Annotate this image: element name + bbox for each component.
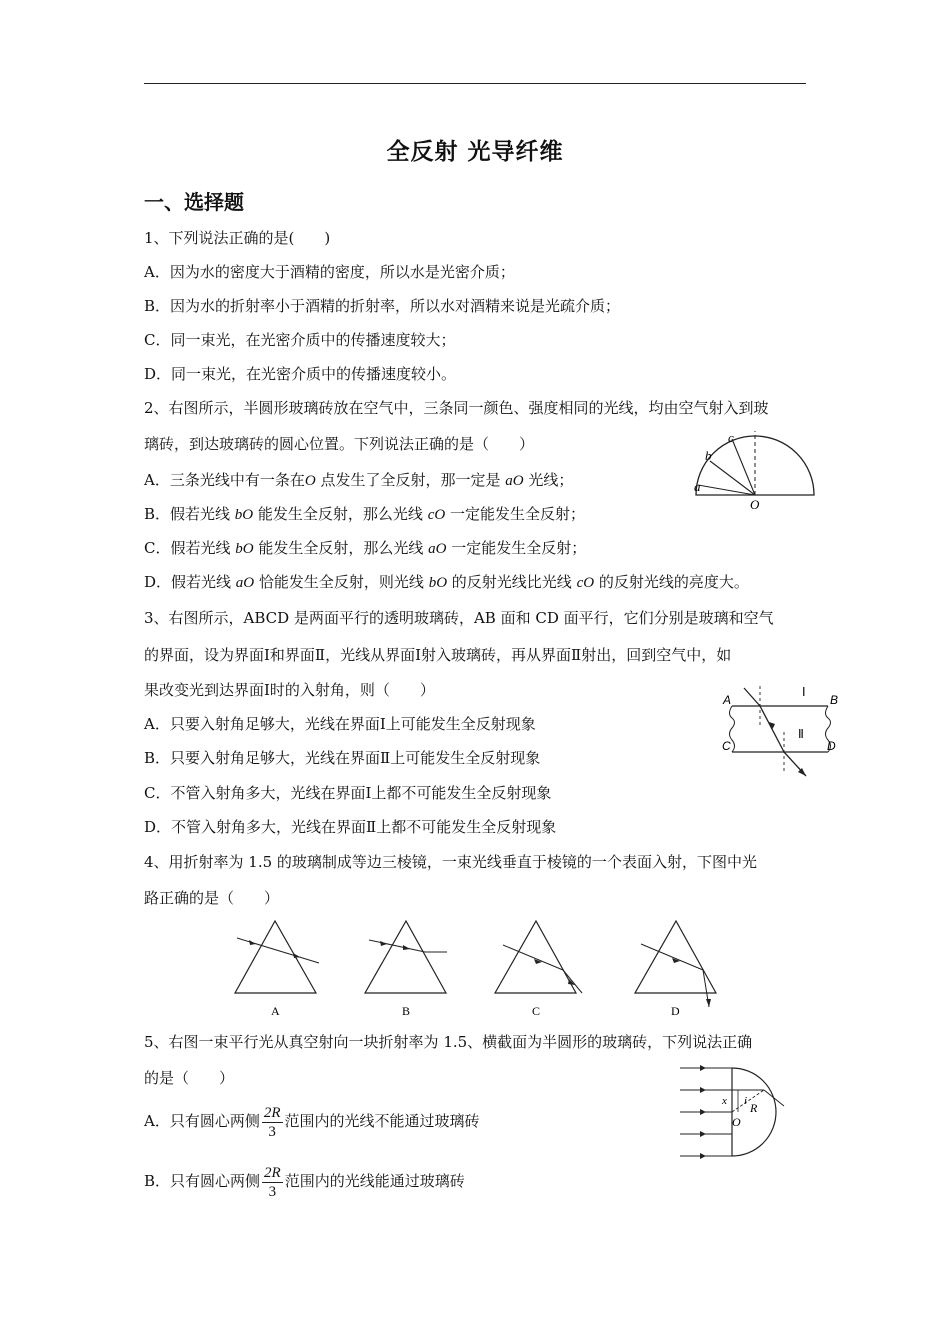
q4-prism-figures: [225, 915, 735, 1020]
q5-half-cylinder-figure: [676, 1064, 796, 1164]
fraction-2r-over-3: [262, 1104, 283, 1141]
arrow-icon: [700, 1065, 706, 1071]
q4-stem-line2: 路正确的是（ ）: [144, 889, 280, 907]
q2-b-part: 能发生全反射，那么光线: [253, 505, 428, 523]
q5-b-post: 范围内的光线能通过玻璃砖: [284, 1172, 465, 1190]
q2-stem-line2: 璃砖，到达玻璃砖的圆心位置。下列说法正确的是（ ）: [144, 435, 535, 453]
label-o: O: [750, 497, 760, 512]
label-interface-II: Ⅱ: [798, 727, 804, 741]
q2-a-var: aO: [505, 473, 524, 489]
arrow-icon: [700, 1109, 706, 1115]
incident-ray: [744, 688, 760, 706]
label-interface-I: Ⅰ: [802, 685, 806, 699]
q2-b-part: 一定能发生全反射；: [445, 505, 585, 523]
label-x: x: [722, 1095, 727, 1107]
q2-d-part: 的反射光线的亮度大。: [594, 573, 749, 591]
prism-option-a: [235, 921, 319, 1018]
q2-a-var: O: [304, 473, 316, 489]
q2-d-part: 恰能发生全反射，则光线: [254, 573, 429, 591]
q2-d-part: D．假若光线: [144, 573, 236, 591]
q1-option-c: C．同一束光，在光密介质中的传播速度较大；: [144, 331, 456, 349]
radius-line: [732, 1090, 764, 1112]
q1-option-d: D．同一束光，在光密介质中的传播速度较小。: [144, 365, 457, 383]
q5-option-a: [144, 1100, 480, 1142]
label-D: D: [827, 739, 836, 753]
q5-b-pre: B．只有圆心两侧: [144, 1172, 261, 1190]
label-option-d: D: [671, 1004, 680, 1018]
frac-denominator: 3: [268, 1183, 277, 1200]
prism-option-b: [365, 921, 447, 1018]
ray-a: [698, 485, 755, 495]
q3-option-a: A．只要入射角足够大，光线在界面Ⅰ上可能发生全反射现象: [144, 715, 536, 733]
label-C: C: [722, 739, 731, 753]
label-option-c: C: [532, 1004, 541, 1018]
q2-d-part: 的反射光线比光线: [447, 573, 577, 591]
q2-option-b: [144, 504, 585, 525]
q3-stem-line1: 3、右图所示，ABCD 是两面平行的透明玻璃砖，AB 面和 CD 面平行，它们分别是玻璃和空气: [144, 609, 774, 627]
q5-a-post: 范围内的光线不能通过玻璃砖: [284, 1112, 480, 1130]
exit-ray: [764, 1090, 784, 1106]
label-R: R: [750, 1101, 758, 1115]
q3-option-d: D．不管入射角多大，光线在界面Ⅱ上都不可能发生全反射现象: [144, 818, 557, 836]
label-a: a: [694, 479, 701, 494]
q2-c-var: bO: [235, 541, 254, 557]
label-option-a: A: [271, 1004, 280, 1018]
label-i: i: [744, 1095, 748, 1107]
q5-a-pre: A．只有圆心两侧: [144, 1112, 260, 1130]
q3-option-c: C．不管入射角多大，光线在界面Ⅰ上都不可能发生全反射现象: [144, 784, 552, 802]
arrow-icon: [700, 1087, 706, 1093]
fraction-2r-over-3: [262, 1164, 283, 1201]
q4-stem-line1: 4、用折射率为 1.5 的玻璃制成等边三棱镜，一束光线垂直于棱镜的一个表面入射，下图中光: [144, 853, 757, 871]
label-B: B: [830, 693, 839, 707]
label-c: c: [728, 430, 734, 445]
q2-a-part: 光线；: [523, 471, 574, 489]
q2-c-part: 一定能发生全反射；: [446, 539, 587, 557]
label-o: O: [732, 1115, 741, 1129]
q2-d-var: bO: [428, 575, 448, 591]
q2-c-part: 能发生全反射，那么光线: [253, 539, 429, 557]
q5-stem-line1: 5、右图一束平行光从真空射向一块折射率为 1.5、横截面为半圆形的玻璃砖，下列说法正确: [144, 1033, 753, 1051]
q2-b-var: bO: [234, 507, 254, 523]
q2-d-var: cO: [576, 575, 595, 591]
frac-denominator: 3: [268, 1123, 276, 1140]
q1-stem: 1、下列说法正确的是( ): [144, 229, 331, 247]
q2-semicircle-figure: [688, 425, 820, 515]
section-heading: 一、选择题: [144, 190, 244, 214]
label-b: b: [705, 448, 712, 463]
q2-d-var: aO: [235, 575, 255, 591]
q2-option-a: [144, 470, 573, 491]
header-rule: [144, 83, 806, 84]
q3-stem-line3: 果改变光到达界面Ⅰ时的入射角，则（ ）: [144, 681, 435, 699]
frac-numerator: 2R: [263, 1104, 281, 1121]
q1-option-a: A．因为水的密度大于酒精的密度，所以水是光密介质；: [144, 263, 515, 281]
q3-glass-slab-figure: [718, 680, 840, 780]
q2-b-var: cO: [427, 507, 446, 523]
prism-option-d: [635, 921, 716, 1018]
arrow-icon: [700, 1153, 706, 1159]
q2-a-part: A．三条光线中有一条在: [144, 471, 305, 489]
prism-option-c: [495, 921, 582, 1018]
q5-option-b: [144, 1160, 465, 1202]
q1-option-b: B．因为水的折射率小于酒精的折射率，所以水对酒精来说是光疏介质；: [144, 297, 621, 315]
frac-numerator: 2R: [264, 1164, 281, 1181]
q2-c-part: C．假若光线: [144, 539, 236, 557]
arrow-icon: [700, 1131, 706, 1137]
label-A: A: [723, 693, 732, 707]
q2-b-part: B．假若光线: [144, 505, 235, 523]
q2-c-var: aO: [428, 541, 447, 557]
q2-stem-line1: 2、右图所示，半圆形玻璃砖放在空气中，三条同一颜色、强度相同的光线，均由空气射入到玻: [144, 399, 769, 417]
label-option-b: B: [402, 1004, 411, 1018]
q5-stem-line2: 的是（ ）: [144, 1069, 235, 1087]
q2-option-c: [144, 538, 586, 559]
q2-option-d: [144, 572, 749, 593]
q3-stem-line2: 的界面，设为界面Ⅰ和界面Ⅱ，光线从界面Ⅰ射入玻璃砖，再从界面Ⅱ射出，回到空气中，如: [144, 646, 732, 664]
page-title: 全反射 光导纤维: [386, 139, 564, 165]
q3-option-b: B．只要入射角足够大，光线在界面Ⅱ上可能发生全反射现象: [144, 749, 541, 767]
q2-a-part: 点发生了全反射，那一定是: [315, 471, 506, 489]
